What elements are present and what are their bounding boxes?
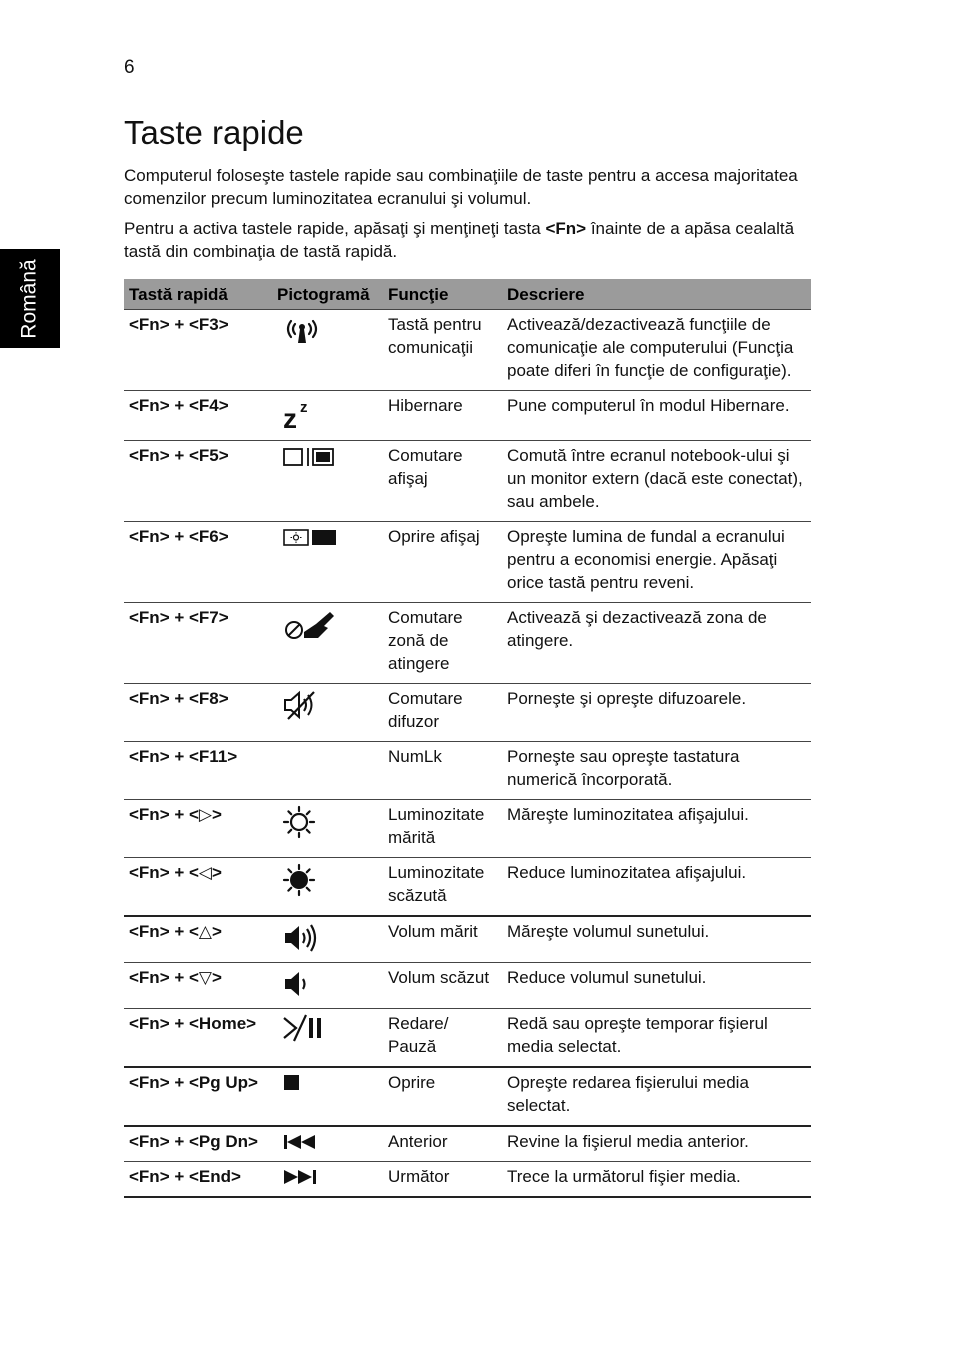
hotkey-combo: <Fn> + <Pg Up> — [124, 1067, 272, 1126]
hotkey-description: Opreşte redarea fişierului media selectat. — [502, 1067, 811, 1126]
hotkey-description: Porneşte sau opreşte tastatura numerică încorporată. — [502, 742, 811, 800]
svg-text:z: z — [283, 403, 297, 432]
hotkey-icon-cell — [272, 391, 383, 441]
hotkey-function: Comutare zonă de atingere — [383, 603, 502, 684]
table-row — [124, 1162, 811, 1198]
hotkey-function: Anterior — [383, 1126, 502, 1162]
table-row — [124, 522, 811, 603]
hotkey-function: Volum scăzut — [383, 963, 502, 1009]
language-tab — [0, 249, 60, 348]
hotkey-function: Oprire — [383, 1067, 502, 1126]
hotkey-icon-cell — [272, 522, 383, 603]
header-icon: Pictogramă — [272, 279, 383, 310]
previous-track-icon — [282, 1132, 378, 1152]
intro-paragraph: Computerul foloseşte tastele rapide sau combinaţiile de taste pentru a accesa majoritatea comenzilor precum luminozitatea ecranului şi volumul. — [124, 166, 798, 208]
hotkey-icon-cell — [272, 858, 383, 917]
hotkey-function: Luminozitate scăzută — [383, 858, 502, 917]
header-key: Tastă rapidă — [124, 279, 272, 310]
instruction-paragraph — [124, 217, 814, 263]
hotkey-combo: <Fn> + <F5> — [124, 441, 272, 522]
table-row — [124, 800, 811, 858]
table-row — [124, 742, 811, 800]
hotkey-function: Comutare afişaj — [383, 441, 502, 522]
hotkey-icon-cell — [272, 684, 383, 742]
hotkey-icon-cell — [272, 310, 383, 391]
page-number: 6 — [124, 57, 135, 78]
hotkey-combo: <Fn> + <△> — [124, 916, 272, 963]
header-description: Descriere — [502, 279, 811, 310]
brightness-down-icon — [282, 863, 378, 897]
instruction-text-start: Pentru a activa tastele rapide, apăsaţi şi menţineţi tasta — [124, 219, 546, 238]
table-row — [124, 603, 811, 684]
hotkey-description: Revine la fişierul media anterior. — [502, 1126, 811, 1162]
hotkey-function: Comutare difuzor — [383, 684, 502, 742]
hotkey-combo: <Fn> + <▷> — [124, 800, 272, 858]
hotkey-combo: <Fn> + <End> — [124, 1162, 272, 1198]
table-row — [124, 310, 811, 391]
hotkey-icon-cell — [272, 1162, 383, 1198]
hotkey-icon-cell — [272, 1067, 383, 1126]
next-track-icon — [282, 1167, 378, 1187]
stop-icon — [282, 1073, 378, 1093]
page-title: Taste rapide — [124, 114, 304, 151]
brightness-up-icon — [282, 805, 378, 839]
speaker-mute-icon — [282, 689, 378, 721]
header-function: Funcţie — [383, 279, 502, 310]
hotkey-function: Hibernare — [383, 391, 502, 441]
hotkey-icon-cell — [272, 742, 383, 800]
fn-key-label: <Fn> — [545, 219, 587, 238]
hotkey-icon-cell — [272, 916, 383, 963]
table-row — [124, 858, 811, 917]
play-pause-icon — [282, 1014, 378, 1042]
hotkey-combo: <Fn> + <Pg Dn> — [124, 1126, 272, 1162]
wireless-icon — [282, 315, 378, 347]
hotkey-function: NumLk — [383, 742, 502, 800]
hotkey-description: Reduce volumul sunetului. — [502, 963, 811, 1009]
hotkey-description: Măreşte volumul sunetului. — [502, 916, 811, 963]
display-off-icon — [282, 527, 378, 549]
display-toggle-icon — [282, 446, 378, 470]
hotkey-description: Trece la următorul fişier media. — [502, 1162, 811, 1198]
sleep-icon — [282, 396, 378, 432]
hotkey-description: Reduce luminozitatea afişajului. — [502, 858, 811, 917]
hotkey-icon-cell — [272, 800, 383, 858]
table-row — [124, 1126, 811, 1162]
svg-text:z: z — [300, 399, 308, 416]
volume-up-icon — [282, 922, 378, 954]
hotkey-icon-cell — [272, 603, 383, 684]
hotkey-function: Luminozitate mărită — [383, 800, 502, 858]
table-row — [124, 1009, 811, 1068]
hotkey-combo: <Fn> + <F8> — [124, 684, 272, 742]
table-header-row — [124, 279, 811, 310]
hotkey-description: Opreşte lumina de fundal a ecranului pentru a economisi energie. Apăsaţi orice tastă pentru reveni. — [502, 522, 811, 603]
hotkey-function: Următor — [383, 1162, 502, 1198]
table-row — [124, 963, 811, 1009]
hotkey-icon-cell — [272, 1009, 383, 1068]
hotkey-description: Porneşte şi opreşte difuzoarele. — [502, 684, 811, 742]
hotkey-table — [124, 279, 811, 1198]
touchpad-toggle-icon — [282, 608, 378, 642]
hotkey-combo: <Fn> + <Home> — [124, 1009, 272, 1068]
hotkey-function: Volum mărit — [383, 916, 502, 963]
hotkey-combo: <Fn> + <F3> — [124, 310, 272, 391]
hotkey-function: Oprire afişaj — [383, 522, 502, 603]
hotkey-description: Redă sau opreşte temporar fişierul media selectat. — [502, 1009, 811, 1068]
hotkey-icon-cell — [272, 963, 383, 1009]
hotkey-description: Pune computerul în modul Hibernare. — [502, 391, 811, 441]
table-row — [124, 684, 811, 742]
volume-down-icon — [282, 968, 378, 1000]
hotkey-combo: <Fn> + <◁> — [124, 858, 272, 917]
hotkey-combo: <Fn> + <▽> — [124, 963, 272, 1009]
hotkey-combo: <Fn> + <F7> — [124, 603, 272, 684]
hotkey-icon-cell — [272, 441, 383, 522]
hotkey-description: Activează/dezactivează funcţiile de comunicaţie ale computerului (Funcţia poate diferi în funcţie de configuraţie). — [502, 310, 811, 391]
table-row — [124, 441, 811, 522]
hotkey-combo: <Fn> + <F11> — [124, 742, 272, 800]
hotkey-description: Măreşte luminozitatea afişajului. — [502, 800, 811, 858]
table-row — [124, 1067, 811, 1126]
hotkey-description: Activează şi dezactivează zona de atingere. — [502, 603, 811, 684]
hotkey-function: Tastă pentru comunicaţii — [383, 310, 502, 391]
hotkey-function: Redare/ Pauză — [383, 1009, 502, 1068]
hotkey-icon-cell — [272, 1126, 383, 1162]
table-row — [124, 391, 811, 441]
hotkey-combo: <Fn> + <F6> — [124, 522, 272, 603]
language-tab-label: Română — [18, 258, 42, 339]
hotkey-combo: <Fn> + <F4> — [124, 391, 272, 441]
instruction-text-end: înainte de a apăsa cealaltă tastă din combinaţia de tastă rapidă. — [124, 219, 795, 261]
hotkey-description: Comută între ecranul notebook-ului şi un monitor extern (dacă este conectat), sau ambele. — [502, 441, 811, 522]
table-row — [124, 916, 811, 963]
